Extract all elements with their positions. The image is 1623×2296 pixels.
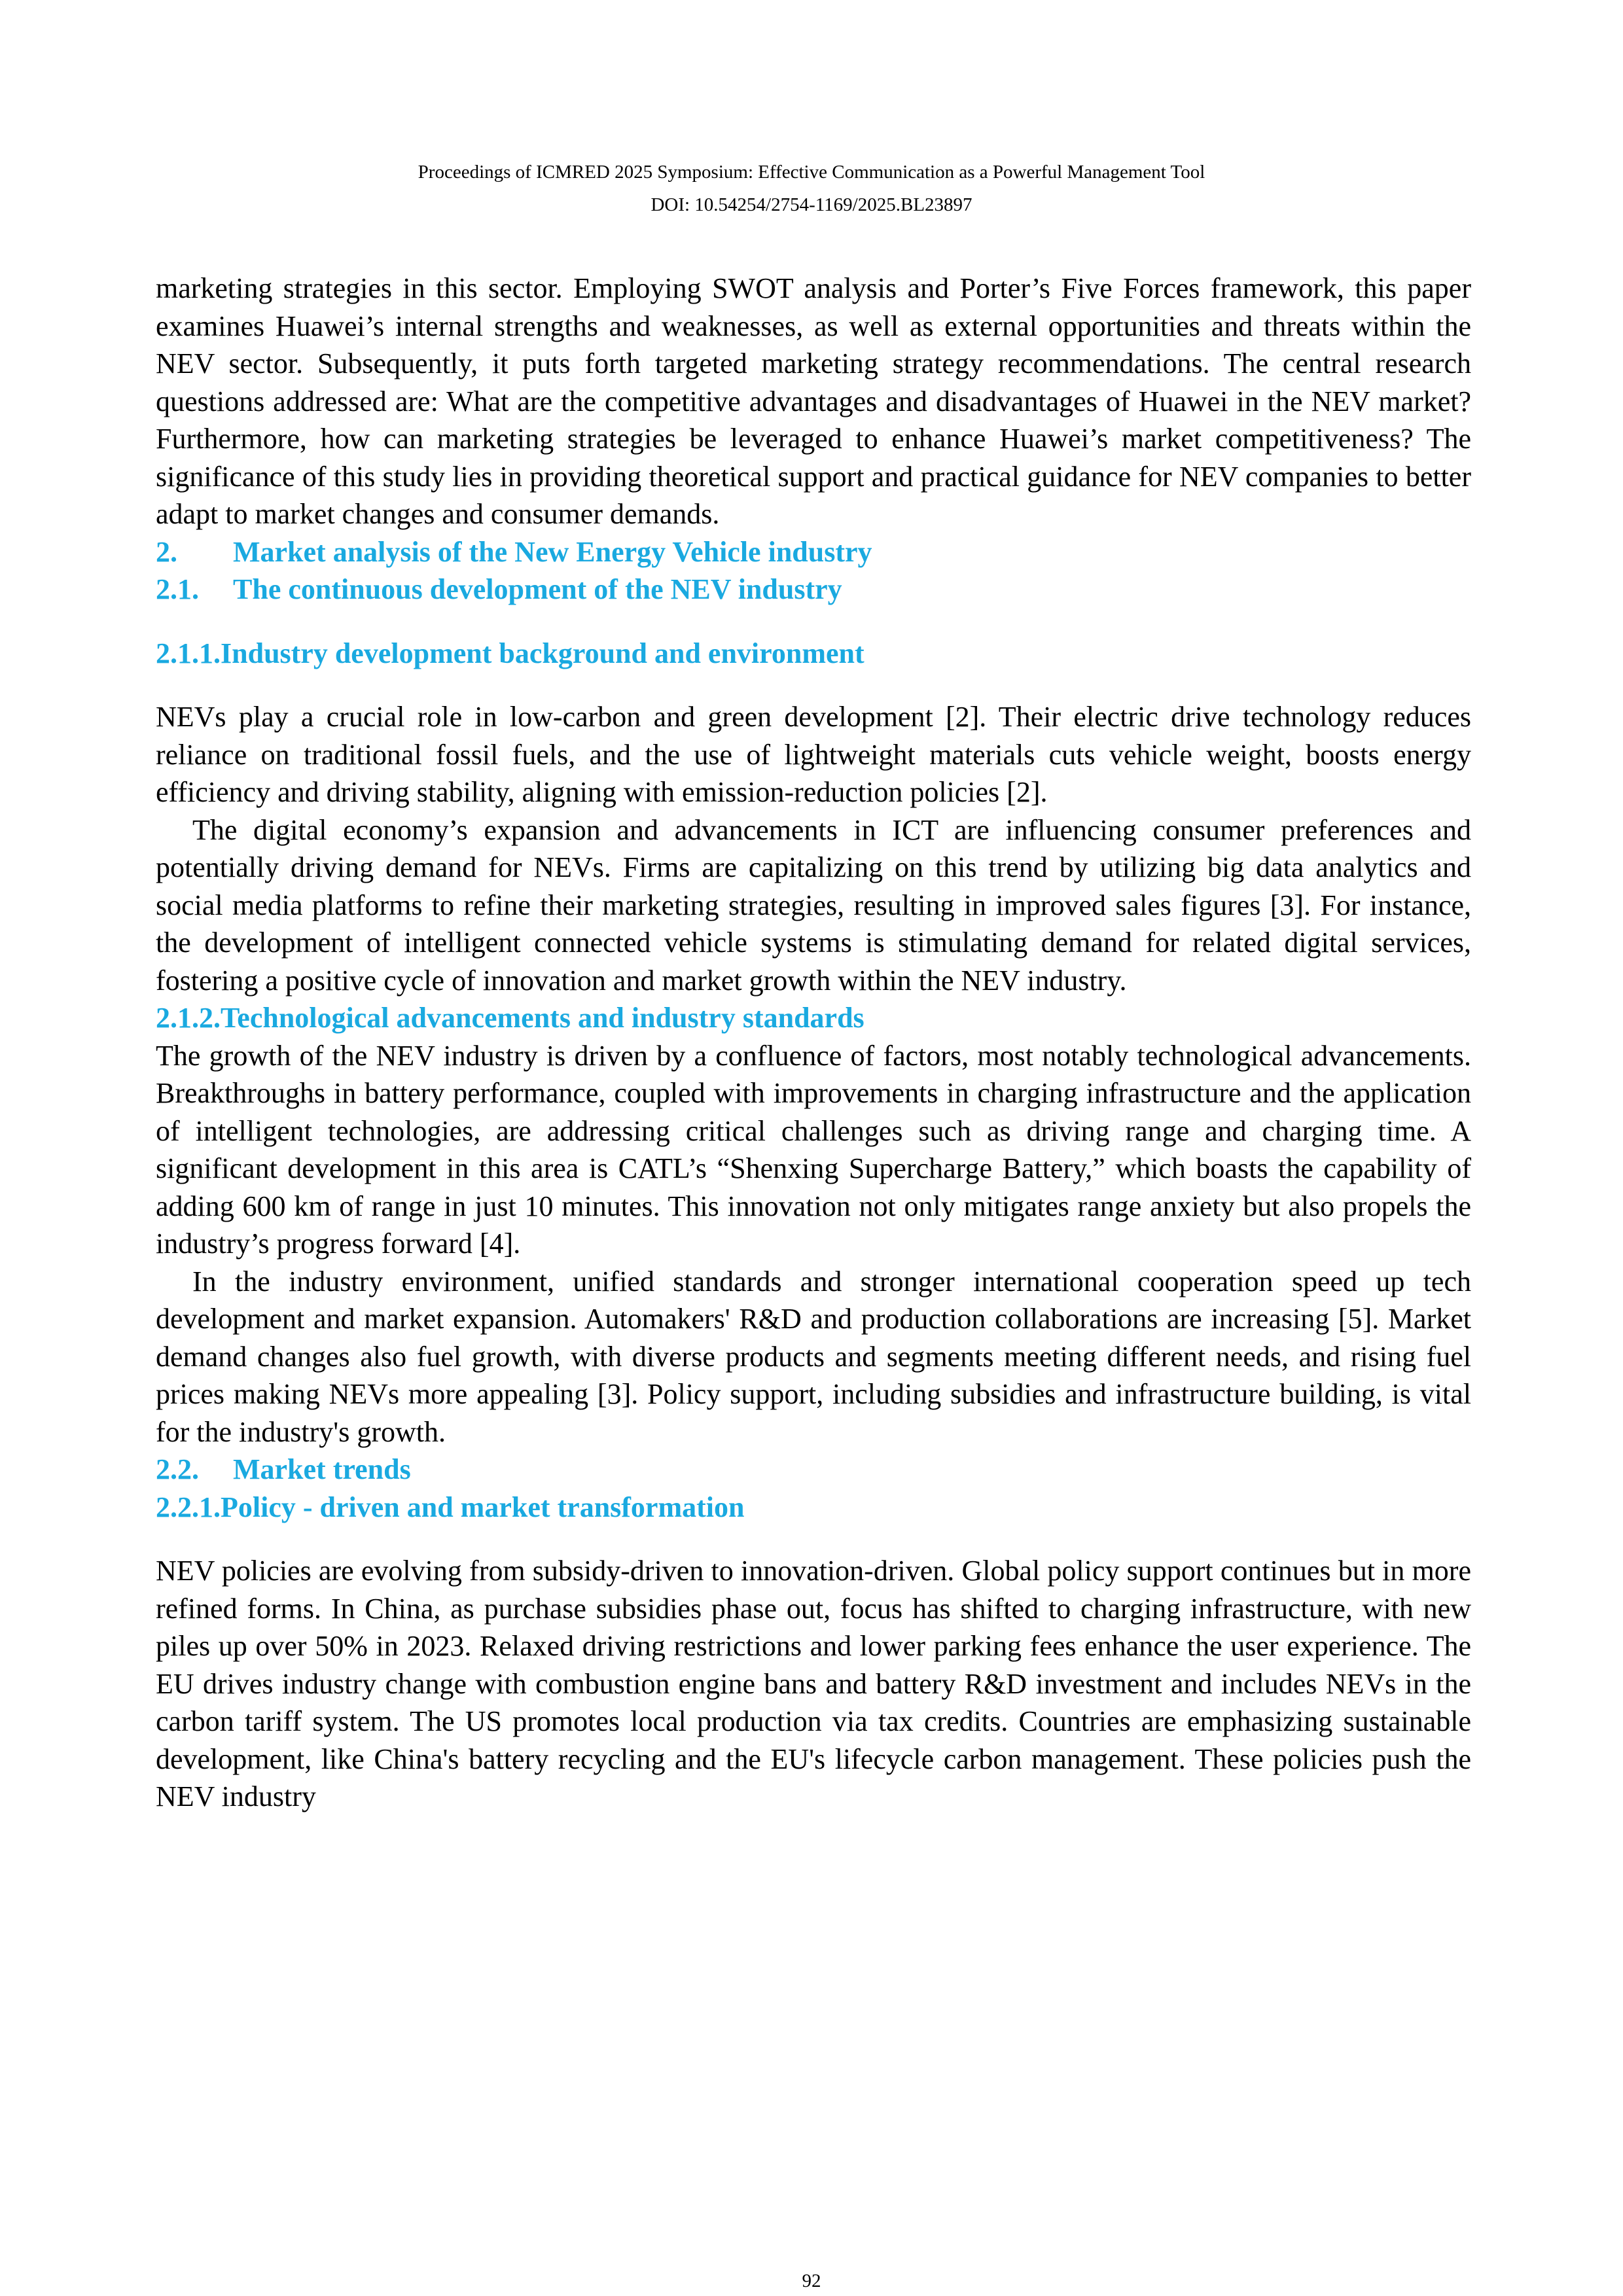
section-number: 2. [156, 535, 177, 568]
section-number: 2.1. [156, 573, 199, 605]
paragraph-industry-environment: In the industry environment, unified standards and stronger international cooperation speed up tech development and market expansion. Automakers' R&D and production collaborations are increasing [5]. Market demand changes also fuel growth, with diverse products and segments meeting different needs, and rising fuel prices making NEVs more appealing [3]. Policy support, including subsidies and infrastructure building, is vital for the industry's growth. [156, 1265, 1471, 1448]
page-number: 92 [802, 2270, 821, 2291]
subsection-heading-2-1 [156, 571, 1471, 609]
section-number: 2.2. [156, 1453, 199, 1485]
section-title: The continuous development of the NEV industry [233, 573, 842, 605]
section-title: Industry development background and environment [221, 637, 865, 669]
section-title: Policy - driven and market transformation [221, 1491, 745, 1523]
paragraph-nev-role: NEVs play a crucial role in low-carbon and green development [2]. Their electric drive technology reduces reliance on traditional fossil fuels, and the use of lightweight materials cuts vehicle weight, boosts energy efficiency and driving stability, aligning with emission-reduction policies [2]. [156, 701, 1471, 808]
paragraph-technology: The growth of the NEV industry is driven by a confluence of factors, most notably technological advancements. Breakthroughs in battery performance, coupled with improvements in charging infrastructure and the application of intelligent technologies, are addressing critical challenges such as driving range and charging time. A significant development in this area is CATL’s “Shenxing Supercharge Battery,” which boasts the capability of adding 600 km of range in just 10 minutes. This innovation not only mitigates range anxiety but also propels the industry’s progress forward [4]. [156, 1039, 1471, 1260]
paragraph-policy: NEV policies are evolving from subsidy-driven to innovation-driven. Global policy support continues but in more refined forms. In China, as purchase subsidies phase out, focus has shifted to charging infrastructure, with new piles up over 50% in 2023. Relaxed driving restrictions and lower parking fees enhance the user experience. The EU drives industry change with combustion engine bans and battery R&D investment and includes NEVs in the carbon tariff system. The US promotes local production via tax credits. Countries are emphasizing sustainable development, like China's battery recycling and the EU's lifecycle carbon management. These policies push the NEV industry [156, 1555, 1471, 1812]
page-body [156, 270, 1471, 1816]
running-header [0, 156, 1623, 221]
subsection-heading-2-1-2 [156, 999, 1471, 1037]
subsection-heading-2-2-1 [156, 1489, 1471, 1527]
section-heading-2 [156, 533, 1471, 571]
section-title: Technological advancements and industry standards [221, 1002, 865, 1034]
section-number: 2.1.1. [156, 637, 221, 669]
section-number: 2.2.1. [156, 1491, 221, 1523]
section-title: Market trends [233, 1453, 411, 1485]
section-title: Market analysis of the New Energy Vehicle industry [233, 535, 872, 568]
header-proceedings-title: Proceedings of ICMRED 2025 Symposium: Effective Communication as a Powerful Management Tool [418, 162, 1205, 183]
subsection-heading-2-1-1 [156, 635, 1471, 673]
paragraph-intro-continued: marketing strategies in this sector. Employing SWOT analysis and Porter’s Five Forces framework, this paper examines Huawei’s internal strengths and weaknesses, as well as external opportunities and threats within the NEV sector. Subsequently, it puts forth targeted marketing strategy recommendations. The central research questions addressed are: What are the competitive advantages and disadvantages of Huawei in the NEV market? Furthermore, how can marketing strategies be leveraged to enhance Huawei’s market competitiveness? The significance of this study lies in providing theoretical support and practical guidance for NEV companies to better adapt to market changes and consumer demands. [156, 272, 1471, 530]
subsection-heading-2-2 [156, 1451, 1471, 1489]
header-doi: DOI: 10.54254/2754-1169/2025.BL23897 [651, 194, 972, 215]
paragraph-digital-economy: The digital economy’s expansion and advancements in ICT are influencing consumer preferences and potentially driving demand for NEVs. Firms are capitalizing on this trend by utilizing big data analytics and social media platforms to refine their marketing strategies, resulting in improved sales figures [3]. For instance, the development of intelligent connected vehicle systems is stimulating demand for related digital services, fostering a positive cycle of innovation and market growth within the NEV industry. [156, 813, 1471, 997]
section-number: 2.1.2. [156, 1002, 221, 1034]
